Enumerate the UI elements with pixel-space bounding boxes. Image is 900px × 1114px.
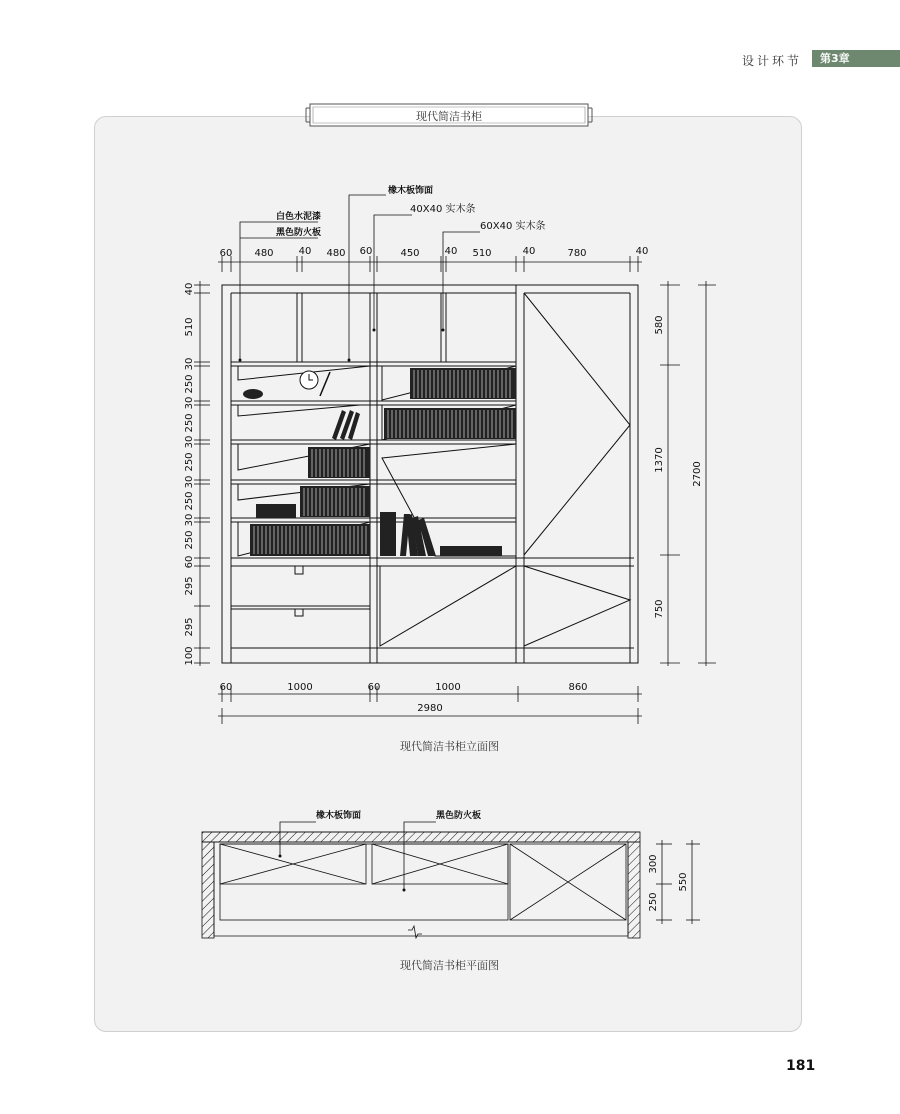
dim-top-0: 60 [219, 248, 233, 259]
dim-top-9: 780 [567, 248, 587, 259]
callout-bar-40: 40X40 实木条 [410, 204, 476, 215]
dim-left-4: 30 [184, 396, 195, 410]
dim-left-7: 250 [184, 452, 195, 472]
dim-left-1: 510 [184, 317, 195, 337]
dim-left-3: 250 [184, 374, 195, 394]
dim-top-5: 450 [400, 248, 420, 259]
elevation-caption: 现代简洁书柜立面图 [400, 740, 499, 753]
dim-bottom-1: 1000 [287, 682, 313, 693]
dim-top-4: 60 [359, 246, 373, 257]
dim-top-7: 510 [472, 248, 492, 259]
dim-left-0: 40 [184, 282, 195, 296]
dim-bottom-3: 1000 [435, 682, 461, 693]
dim-right-2: 750 [654, 599, 665, 619]
dim-top-1: 480 [254, 248, 274, 259]
dim-left-13: 295 [184, 576, 195, 596]
dim-left-12: 60 [184, 555, 195, 569]
dim-left-14: 295 [184, 617, 195, 637]
dim-bottom-0: 60 [219, 682, 233, 693]
plan-callout-black-board: 黑色防火板 [436, 811, 482, 821]
plan-caption: 现代简洁书柜平面图 [400, 959, 499, 972]
dim-bottom-4: 860 [568, 682, 588, 693]
dim-top-8: 40 [522, 246, 536, 257]
dim-bottom-total: 2980 [417, 703, 443, 714]
dim-top-10: 40 [635, 246, 649, 257]
dim-left-10: 30 [184, 513, 195, 527]
dim-left-2: 30 [184, 357, 195, 371]
section-label: 设计环节 [741, 54, 802, 68]
dim-right-0: 580 [654, 315, 665, 335]
dim-right-1: 1370 [654, 447, 665, 473]
callout-oak-veneer: 橡木板饰面 [388, 186, 434, 196]
figure-title: 现代简洁书柜 [416, 110, 482, 123]
dim-left-15: 100 [184, 646, 195, 666]
dim-left-11: 250 [184, 530, 195, 550]
dim-left-8: 30 [184, 475, 195, 489]
dim-left-6: 30 [184, 435, 195, 449]
plan-dim-1: 250 [648, 892, 659, 912]
callout-black-board: 黑色防火板 [276, 228, 322, 238]
plan-dim-0: 300 [648, 854, 659, 874]
plan-callout-oak-veneer: 橡木板饰面 [316, 811, 362, 821]
plan-dim-total: 550 [678, 872, 689, 892]
chapter-badge: 第3章 [812, 50, 900, 67]
callout-white-paint: 白色水泥漆 [276, 212, 322, 222]
dim-bottom-2: 60 [367, 682, 381, 693]
callout-bar-60: 60X40 实木条 [480, 221, 546, 232]
dim-left-9: 250 [184, 491, 195, 511]
dim-right-total: 2700 [692, 461, 703, 487]
dim-top-2: 40 [298, 246, 312, 257]
dim-left-5: 250 [184, 413, 195, 433]
dim-top-3: 480 [326, 248, 346, 259]
dim-top-6: 40 [444, 246, 458, 257]
page-number: 181 [786, 1058, 816, 1074]
